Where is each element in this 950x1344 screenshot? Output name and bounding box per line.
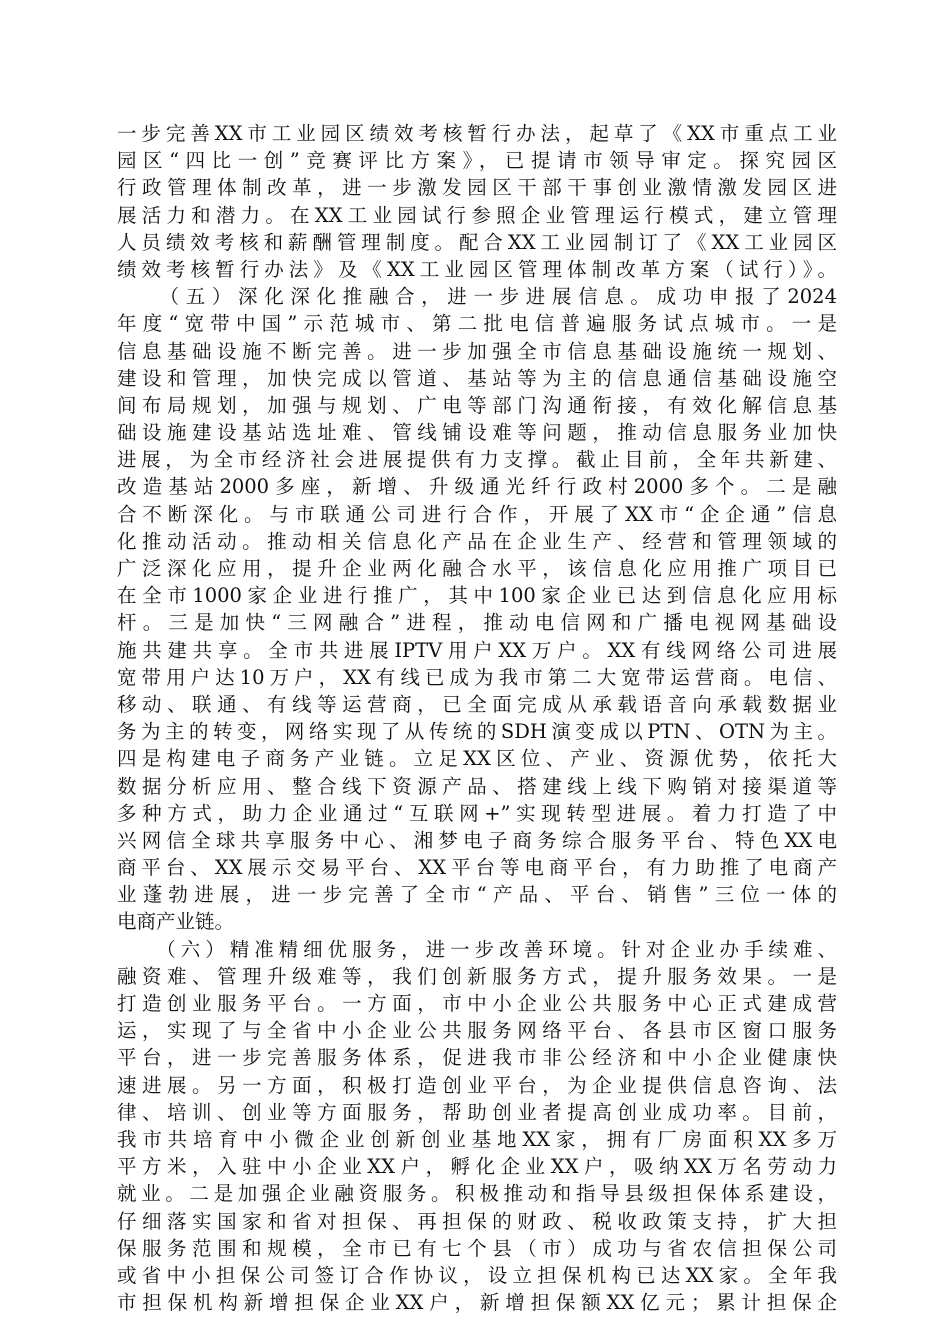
text-line: 杆。三是加快“三网融合”进程，推动电信网和广播电视网基础设 [117,611,837,635]
text-line: 园区“四比一创”竞赛评比方案》，已提请市领导审定。探究园区 [117,149,837,173]
text-line: 化推动活动。推动相关信息化产品在企业生产、经营和管理领域的 [117,529,837,553]
text-line: （六）精准精细优服务，进一步改善环境。针对企业办手续难、 [117,937,837,961]
text-line: 绩效考核暂行办法》及《XX工业园区管理体制改革方案（试行）》。 [117,257,837,281]
text-line: 融资难、管理升级难等，我们创新服务方式，提升服务效果。一是 [117,964,837,988]
text-line: 改造基站2000多座，新增、升级通光纤行政村2000多个。二是融 [117,475,837,499]
text-line: 数据分析应用、整合线下资源产品、搭建线上线下购销对接渠道等 [117,774,837,798]
text-line: 打造创业服务平台。一方面，市中小企业公共服务中心正式建成营 [117,992,837,1015]
text-line: 进展，为全市经济社会进展提供有力支撑。截止目前，全年共新建、 [117,448,837,472]
text-line: 平台，进一步完善服务体系，促进我市非公经济和中小企业健康快 [117,1046,837,1070]
text-line: 就业。二是加强企业融资服务。积极推动和指导县级担保体系建设， [117,1182,837,1206]
text-line: 础设施建设基站选址难、管线铺设难等问题，推动信息服务业加快 [117,421,837,445]
text-line: 多种方式，助力企业通过“互联网+”实现转型进展。着力打造了中 [117,801,837,825]
text-line: 运，实现了与全省中小企业公共服务网络平台、各县市区窗口服务 [117,1019,837,1043]
text-line: 人员绩效考核和薪酬管理制度。配合XX工业园制订了《XX工业园区 [117,230,837,254]
text-line: 我市共培育中小微企业创新创业基地XX家，拥有厂房面积XX多万 [117,1127,837,1151]
text-line: 间布局规划，加强与规划、广电等部门沟通衔接，有效化解信息基 [117,393,837,417]
paragraph-end-line: 电商产业链。 [117,910,235,934]
text-line: 务为主的转变，网络实现了从传统的SDH演变成以PTN、OTN为主。 [117,720,837,744]
text-line: 信息基础设施不断完善。进一步加强全市信息基础设施统一规划、 [117,339,837,363]
text-line: 合不断深化。与市联通公司进行合作，开展了XX市“企企通”信息 [117,502,837,526]
text-line: 平方米，入驻中小企业XX户，孵化企业XX户，吸纳XX万名劳动力 [117,1155,837,1179]
text-line: （五）深化深化推融合，进一步进展信息。成功申报了2024 [117,285,837,309]
text-line: 行政管理体制改革，进一步激发园区干部干事创业激情激发园区进 [117,176,837,200]
text-line: 施共建共享。全市共进展IPTV用户XX万户。XX有线网络公司进展 [117,638,837,662]
text-line: 年度“宽带中国”示范城市、第二批电信普遍服务试点城市。一是 [117,312,837,336]
text-line: 速进展。另一方面，积极打造创业平台，为企业提供信息咨询、法 [117,1073,837,1097]
text-line: 兴网信全球共享服务中心、湘梦电子商务综合服务平台、特色XX电 [117,828,837,852]
text-line: 仔细落实国家和省对担保、再担保的财政、税收政策支持，扩大担 [117,1209,837,1233]
text-line: 或省中小担保公司签订合作协议，设立担保机构已达XX家。全年我 [117,1263,837,1287]
text-line: 业蓬勃进展，进一步完善了全市“产品、平台、销售”三位一体的 [117,883,837,907]
text-line: 保服务范围和规模，全市已有七个县（市）成功与省农信担保公司 [117,1236,837,1260]
text-line: 宽带用户达10万户，XX有线已成为我市第二大宽带运营商。电信、 [117,665,837,689]
text-line: 律、培训、创业等方面服务，帮助创业者提高创业成功率。目前， [117,1100,837,1124]
text-line: 在全市1000家企业进行推广，其中100家企业已达到信息化应用标 [117,584,837,608]
document-page [117,120,837,1316]
text-line: 移动、联通、有线等运营商，已全面完成从承载语音向承载数据业 [117,692,837,716]
text-line: 市担保机构新增担保企业XX户，新增担保额XX亿元；累计担保企 [117,1291,837,1315]
text-line: 展活力和潜力。在XX工业园试行参照企业管理运行模式，建立管理 [117,203,837,227]
text-line: 广泛深化应用，提升企业两化融合水平，该信息化应用推广项目已 [117,557,837,580]
text-line: 一步完善XX市工业园区绩效考核暂行办法，起草了《XX市重点工业 [117,122,837,145]
text-line: 商平台、XX展示交易平台、XX平台等电商平台，有力助推了电商产 [117,856,837,880]
text-line: 建设和管理，加快完成以管道、基站等为主的信息通信基础设施空 [117,366,837,390]
text-line: 四是构建电子商务产业链。立足XX区位、产业、资源优势，依托大 [117,747,837,771]
